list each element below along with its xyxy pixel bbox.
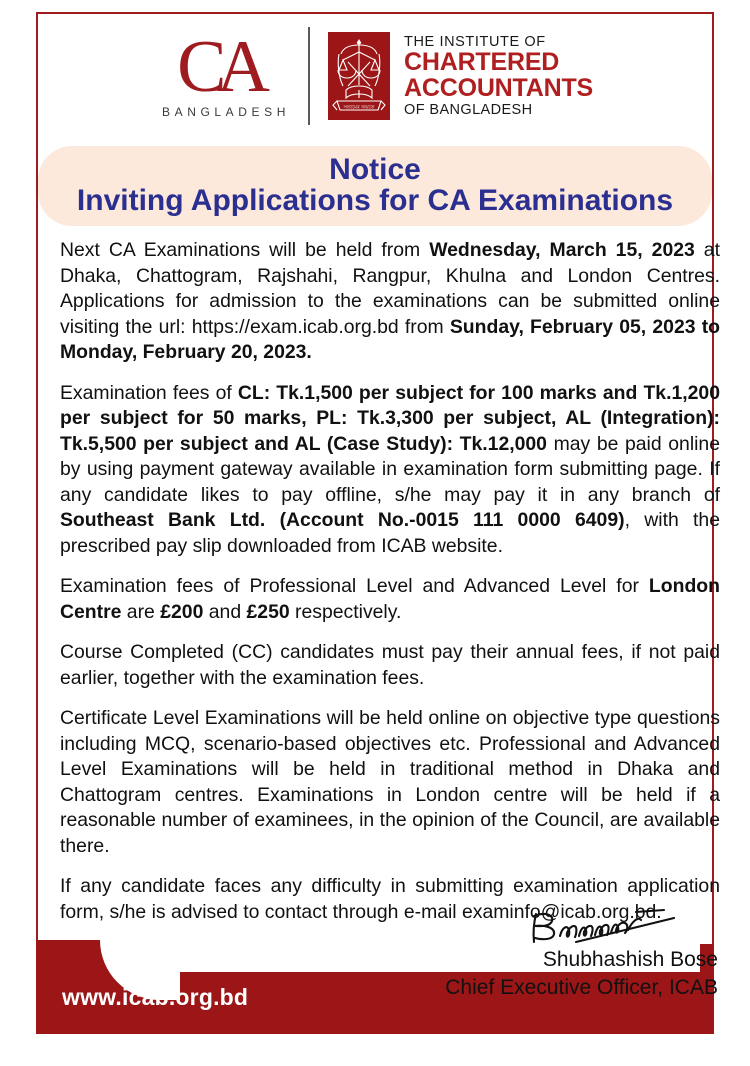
footer-website-url[interactable]: www.icab.org.bd bbox=[62, 984, 249, 1010]
icab-crest-icon bbox=[328, 32, 390, 120]
ca-monogram: CA bbox=[177, 25, 260, 108]
ca-bangladesh-logo bbox=[157, 25, 291, 120]
signature-block bbox=[298, 906, 718, 1002]
institute-line-1: THE INSTITUTE OF bbox=[404, 33, 546, 50]
notice-body bbox=[60, 238, 720, 925]
ca-logo-subtitle: BANGLADESH bbox=[161, 105, 291, 120]
paragraph-exam-schedule: Next CA Examinations will be held from Wednesday, March 15, 2023 at Dhaka, Chattogram, Rajshahi, Rangpur, Khulna and London Centres. Applications for admission to the examinations can be submitted online visiting the url: https://exam.icab.org.bd from Sunday, February 05, 2023 to Monday, February 20, 2023. bbox=[60, 239, 721, 363]
institute-line-3: ACCOUNTANTS bbox=[404, 74, 594, 102]
institute-line-2: CHARTERED bbox=[404, 48, 560, 76]
logo-divider bbox=[308, 27, 310, 125]
handwritten-signature-icon bbox=[298, 906, 718, 948]
signatory-title: Chief Executive Officer, ICAB bbox=[445, 976, 718, 999]
crest-motto: সত্যমেব জয়তে bbox=[343, 104, 375, 111]
notice-heading: Notice bbox=[329, 152, 421, 186]
institute-wordmark bbox=[404, 35, 593, 118]
notice-title-banner bbox=[38, 146, 712, 226]
paragraph-london-fees: Examination fees of Professional Level and Advanced Level for London Centre are £200 and £250 respectively. bbox=[60, 575, 720, 623]
paragraph-contact: If any candidate faces any difficulty in submitting examination application form, s/he is advised to contact through e-mail examinfo@icab.org.bd. bbox=[60, 875, 720, 923]
paragraph-exam-format: Certificate Level Examinations will be held online on objective type questions including MCQ, scenario-based objectives etc. Professional and Advanced Level Examinations will be held in traditional method in Dhaka and Chattogram centres. Examinations in London centre will be held if a reasonable number of examinees, in the opinion of the Council, are available there. bbox=[60, 707, 720, 857]
signatory-name: Shubhashish Bose bbox=[542, 948, 718, 971]
paragraph-exam-fees: Examination fees of CL: Tk.1,500 per subject for 100 marks and Tk.1,200 per subject for 50 marks, PL: Tk.3,300 per subject, AL (Integration): Tk.5,500 per subject and AL (Case Study): Tk.12,000 may be paid online by using payment gateway available in examination form submitting page. If any candidate likes to pay offline, s/he may pay it in any branch of Southeast Bank Ltd. (Account No.-0015 111 0000 6409), with the prescribed pay slip downloaded from ICAB website. bbox=[60, 381, 721, 557]
notice-subheading: Inviting Applications for CA Examinations bbox=[76, 184, 674, 218]
institute-line-4: OF BANGLADESH bbox=[404, 102, 533, 118]
document-header bbox=[36, 14, 714, 138]
paragraph-course-completed: Course Completed (CC) candidates must pay their annual fees, if not paid earlier, together with the examination fees. bbox=[60, 641, 720, 689]
